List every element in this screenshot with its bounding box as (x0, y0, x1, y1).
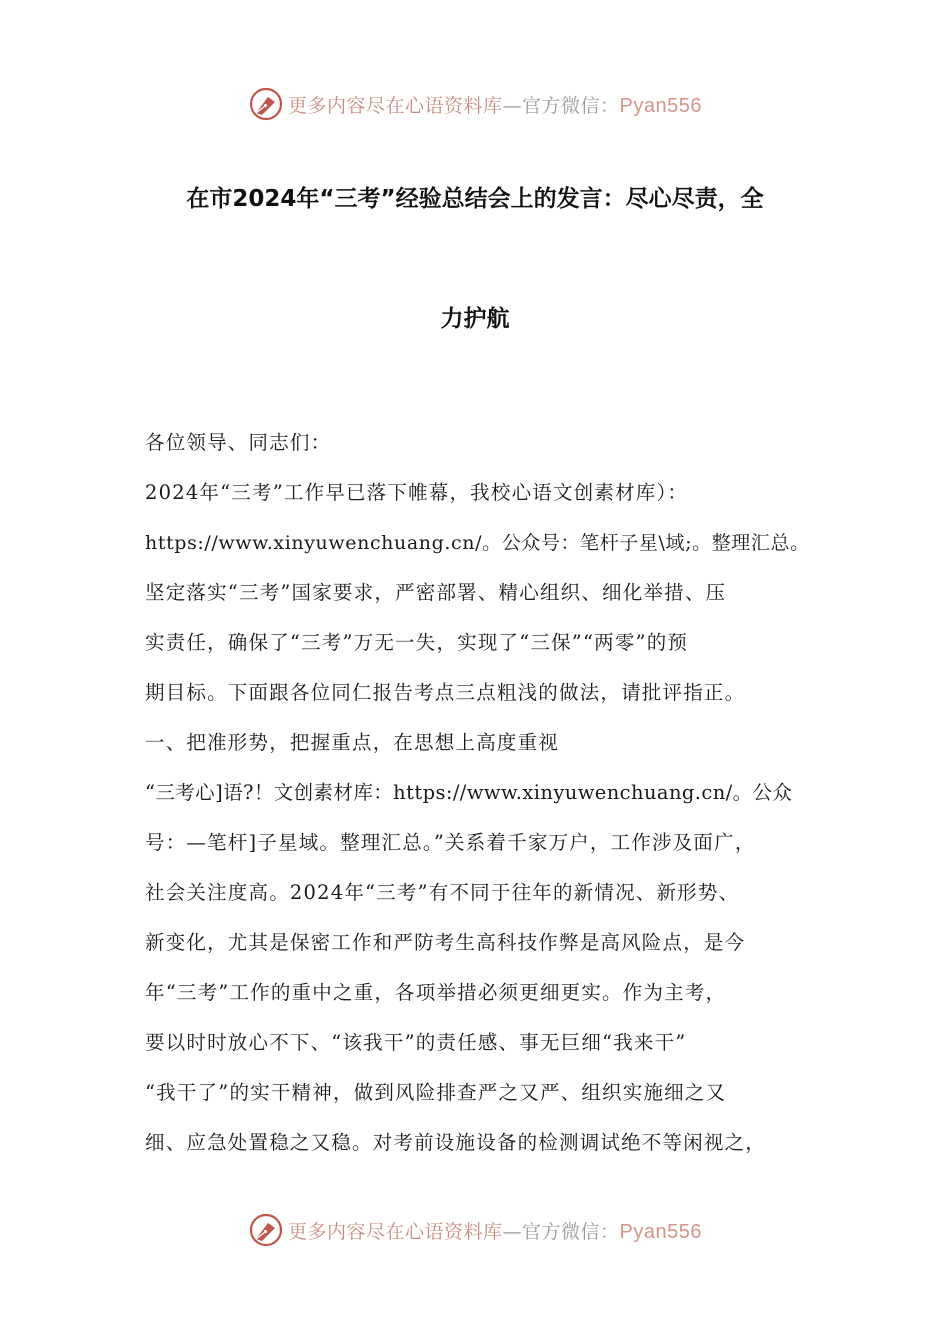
watermark-main: 更多内容尽在心语资料库 (288, 1220, 503, 1243)
body-line: 细、应急处置稳之又稳。对考前设施设备的检测调试绝不等闲视之， (145, 1131, 767, 1154)
body-line: https://www.xinyuwenchuang.cn/。公众号：笔杆子星\域;。整理汇总。 (145, 532, 810, 554)
watermark-banner-top (0, 82, 950, 126)
body-line: 新变化，尤其是保密工作和严防考生高科技作弊是高风险点，是今 (145, 931, 746, 954)
watermark-dash: — (502, 94, 523, 117)
body-line: 社会关注度高。2024年“三考”有不同于往年的新情况、新形势、 (145, 881, 740, 904)
watermark-text (288, 1217, 702, 1244)
body-line: “我干了”的实干精神，做到风险排查严之又严、组织实施细之又 (145, 1081, 727, 1104)
body-line: 号：—笔杆]子星域。整理汇总。”关系着千家万户，工作涉及面广， (145, 831, 756, 854)
watermark-text (288, 91, 702, 118)
watermark-main: 更多内容尽在心语资料库 (288, 94, 503, 117)
body-line: 2024年“三考”工作早已落下帷幕，我校心语文创素材库）： (145, 481, 689, 504)
body-line: 年“三考”工作的重中之重，各项举措必须更细更实。作为主考， (145, 981, 727, 1004)
watermark-banner-bottom (0, 1208, 950, 1252)
watermark-account-label: 官方微信： (522, 94, 620, 117)
body-line: 要以时时放心不下、“该我干”的责任感、事无巨细“我来干” (145, 1031, 687, 1054)
watermark-dash: — (502, 1220, 523, 1243)
document-title-line-2: 力护航 (440, 306, 510, 332)
pen-nib-logo-icon (248, 86, 284, 122)
document-body (145, 418, 815, 1168)
document-title-line-1: 在市2024年“三考”经验总结会上的发言：尽心尽责，全 (186, 186, 764, 212)
watermark-account-id: Pyan556 (619, 94, 702, 117)
watermark-account-id: Pyan556 (619, 1220, 702, 1243)
body-line-salutation: 各位领导、同志们： (145, 431, 332, 454)
body-line: “三考心]语?！文创素材库：https://www.xinyuwenchuang.cn/。公众 (145, 781, 793, 804)
body-line: 期目标。下面跟各位同仁报告考点三点粗浅的做法，请批评指正。 (145, 681, 746, 704)
body-line: 坚定落实“三考”国家要求，严密部署、精心组织、细化举措、压 (145, 581, 727, 604)
watermark-account-label: 官方微信： (522, 1220, 620, 1243)
pen-nib-logo-icon (248, 1212, 284, 1248)
body-line: 实责任，确保了“三考”万无一失，实现了“三保”“两零”的预 (145, 631, 689, 654)
section-heading-1: 一、把准形势，把握重点，在思想上高度重视 (145, 731, 560, 754)
